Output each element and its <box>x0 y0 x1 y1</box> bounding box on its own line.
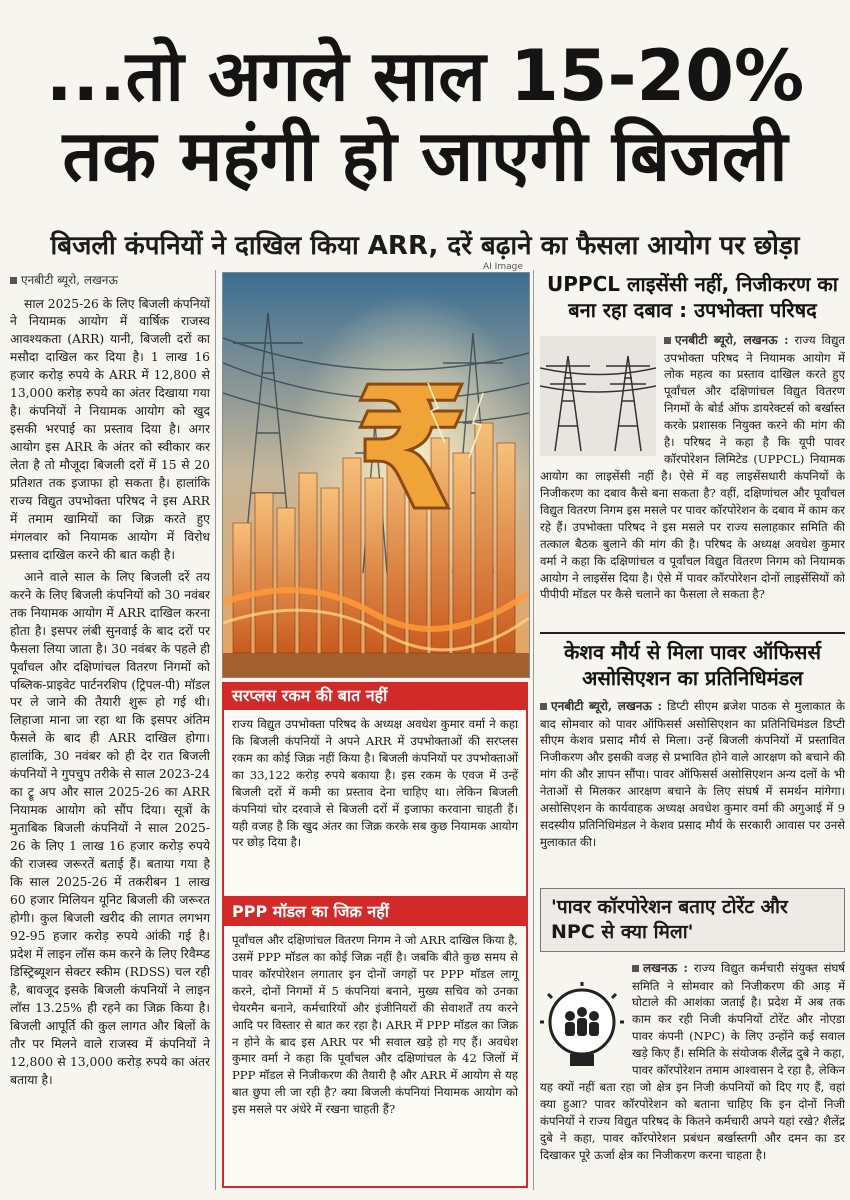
headline <box>0 35 850 197</box>
box-surplus-body: राज्य विद्युत उपभोक्ता परिषद के अध्यक्ष अवधेश कुमार वर्मा ने कहा कि बिजली कंपनियों ने अपने ARR में उपभोक्ताओं की सरप्लस रकम का कोई जिक्र नहीं किया है। बिजली कंपनियों पर उपभोक्ताओं का 33,122 करोड़ रुपये बकाया है। इस रकम के एवज में उन्हें बिजली दरों में कमी का प्रस्ताव देना चाहिए था। लेकिन बिजली कंपनियां चोर दरवाजे से बिजली दरों में इजाफा करवाना चाहती हैं। यही वजह है कि खुद अंतर का जिक्र करके सब कुछ नियामक आयोग पर छोड़ दिया है। <box>222 710 528 898</box>
bulb-people-icon <box>540 982 624 1072</box>
box-ppp-body: पूर्वांचल और दक्षिणांचल वितरण निगम ने जो ARR दाखिल किया है, उसमें PPP मॉडल का कोई जिक्र नहीं है। जबकि बीते कुछ समय से पावर कॉरपोरेशन लगातार इन दोनों जगहों पर PPP मॉडल लागू करने, दोनों निगमों में 5 कंपनियां बनाने, मुख्य सचिव को उनका चेयरमैन बनाने, कर्मचारियों और इंजीनियरों की सेवाशर्तें तय करने आदि पर विस्तार से बात कर रहा है। ARR में PPP मॉडल का जिक्र न होने के बाद इस ARR पर भी सवाल खड़े हो गए हैं। अवधेश कुमार वर्मा ने कहा कि पूर्वांचल और दक्षिणांचल के 42 जिलों में PPP मॉडल से निजीकरण की तैयारी है और ARR में आयोग से यह बात छुपा ली जा रही है? क्या बिजली कंपनियां नियामक आयोग को इस मसले पर अंधेरे में रखना चाहती हैं? <box>222 926 528 1188</box>
box-surplus-title: सरप्लस रकम की बात नहीं <box>222 682 528 710</box>
headline-line-2: तक महंगी हो जाएगी बिजली <box>62 114 788 197</box>
story2-byline: एनबीटी ब्यूरो, लखनऊ : <box>664 333 789 347</box>
bullet-square-icon <box>10 277 17 284</box>
story4-byline: लखनऊ : <box>632 961 688 975</box>
headline-line-1: ...तो अगले साल 15-20% <box>45 35 805 117</box>
main-story <box>10 272 210 1187</box>
story3-body: एनबीटी ब्यूरो, लखनऊ : डिप्टी सीएम ब्रजेश पाठक से मुलाकात के बाद सोमवार को पावर ऑफिसर्स असोसिएशन का प्रतिनिधिमंडल डिप्टी सीएम केशव प्रसाद मौर्य से मिला। उन्हें बिजली कंपनियों में प्रस्तावित निजीकरण और इसकी वजह से प्रभावित होने वाले आरक्षण को बचाने की मांग की और ज्ञापन सौंपा। पावर ऑफिसर्स असोसिएशन अन्य दलों के भी नेताओं से मिलकर आरक्षण बचाने के लिए संघर्ष में समर्थन मांगेगा। असोसिएशन के कार्यवाहक अध्यक्ष अवधेश कुमार वर्मा की अगुआई में 9 सदस्यीय प्रतिनिधिमंडल ने केशव प्रसाद मौर्य के सरकारी आवास पर उनसे मुलाकात की। <box>540 699 845 849</box>
ai-image-label: AI Image <box>483 262 523 272</box>
subheadline: बिजली कंपनियों ने दाखिल किया ARR, दरें बढ़ाने का फैसला आयोग पर छोड़ा <box>50 231 800 261</box>
story4-headline-box <box>540 888 845 952</box>
bullet-square-icon <box>632 965 639 972</box>
bullet-square-icon <box>540 703 547 710</box>
column-divider-left <box>215 270 216 1190</box>
story3-byline: एनबीटी ब्यूरो, लखनऊ : <box>540 699 662 713</box>
story3-headline: केशव मौर्य से मिला पावर ऑफिसर्स असोसिएशन का प्रतिनिधिमंडल <box>564 640 821 690</box>
main-story-byline: एनबीटी ब्यूरो, लखनऊ <box>10 272 210 290</box>
svg-text:₹: ₹ <box>351 351 471 549</box>
story2-body: एनबीटी ब्यूरो, लखनऊ : राज्य विद्युत उपभोक्ता परिषद ने नियामक आयोग में लोक महत्व का प्रस्ताव दाखिल करते हुए पूर्वांचल और दक्षिणांचल विद्युत वितरण निगमों के बोर्ड ऑफ डायरेक्टर्स को बर्खास्त करके प्रशासक नियुक्त करने की मांग की है। परिषद ने कहा है कि यूपी पावर कॉरपोरेशन लिमिटेड (UPPCL) नियामक आयोग का लाइसेंसी नहीं है। ऐसे में वह लाइसेंसधारी कंपनियों के निजीकरण का दबाव कैसे बना सकता है? वहीं, दक्षिणांचल और पूर्वांचल विद्युत वितरण निगम इस मसले पर पावर कॉरपोरेशन के दबाव में काम कर रहे हैं। उपभोक्ता परिषद ने इस मसले पर राज्य सलाहकार समिति की तत्काल बैठक बुलाने की मांग की है। परिषद के अध्यक्ष अवधेश कुमार वर्मा ने कहा कि दक्षिणांचल व पूर्वांचल विद्युत वितरण निगम को नियामक आयोग ने लाइसेंस दिया है। ऐसे में पावर कॉरपोरेशन दोनों लाइसेंसियों को पीपीपी मॉडल पर कैसे चलाने का फैसला ले सकता है? <box>540 333 845 602</box>
main-story-paragraph-1: साल 2025-26 के लिए बिजली कंपनियों ने नियामक आयोग में वार्षिक राजस्व आवश्यकता (ARR) यानी, बिजली दरों का मसौदा दाखिल कर दिया है। 1 लाख 16 हजार करोड़ रुपये के ARR में 12,800 से 13,000 करोड़ रुपये का अंतर दिखाया गया है। कंपनियों ने नियामक आयोग को खुद इसकी भरपाई का प्रस्ताव दिया है। अगर आयोग इस ARR के अंतर को स्वीकार कर लेता है तो मौजूदा बिजली दरों में 15 से 20 प्रतिशत तक इजाफा हो सकता है। हालांकि राज्य विद्युत उपभोक्ता परिषद ने इस ARR में तमाम खामियों का जिक्र करते हुए मंगलवार को नियामक आयोग में विरोध प्रस्ताव दाखिल करने की बात कही है। <box>10 296 210 562</box>
hero-illustration <box>222 272 530 678</box>
story4-headline: 'पावर कॉरपोरेशन बताए टोरेंट और NPC से क्या मिला' <box>551 896 788 943</box>
rupee-power-tower-icon <box>223 273 529 677</box>
column-divider-right <box>533 270 534 1190</box>
bullet-square-icon <box>664 337 671 344</box>
section-rule-1 <box>540 632 845 634</box>
box-ppp-title: PPP मॉडल का जिक्र नहीं <box>222 898 528 926</box>
main-story-paragraph-2: आने वाले साल के लिए बिजली दरें तय करने के लिए बिजली कंपनियों को 30 नवंबर तक नियामक आयोग में ARR दाखिल करना होता है। इसपर लंबी सुनवाई के बाद दरों पर फैसला लिया जाता है। 30 नवंबर के पहले ही पूर्वांचल और दक्षिणांचल वितरण निगमों को पब्लिक-प्राइवेट पार्टनरशिप (ट्रिपल-पी) मॉडल पर ले जाने की तैयारी शुरू हो गई थी। लिहाजा माना जा रहा था कि इसपर अंतिम फैसले के बाद ही ARR दाखिल होगा। हालांकि, 30 नवंबर को ही देर रात बिजली कंपनियों ने गुपचुप तरीके से साल 2023-24 का ट्रू अप और साल 2025-26 का ARR नियामक आयोग को सौंप दिया। सूत्रों के मुताबिक बिजली कंपनियों ने साल 2025-26 के लिए 1 लाख 16 हजार करोड़ रुपये की राजस्व जरूरतें बताई हैं। बताया गया है कि साल 2025-26 में तकरीबन 1 लाख 60 हजार मिलियन यूनिट बिजली की जरूरत होगी। कुल बिजली खरीद की लागत लगभग 92-95 हजार करोड़ रुपये आंकी गई है। प्रदेश में लाइन लॉस कम करने के लिए रिवैम्प्ड डिस्ट्रिब्यूशन सेक्टर स्कीम (RDSS) चल रही है, बावजूद इसके बिजली कंपनियों ने लाइन लॉस 13.25% ही रहने का जिक्र किया है। बिजली आपूर्ति की कुल लागत और बिलों के तौर पर मिलने वाले राजस्व में कंपनियों ने 12,800 से 13,000 करोड़ रुपये का अंतर बताया है। <box>10 569 210 1087</box>
story4-body: लखनऊ : राज्य विद्युत कर्मचारी संयुक्त संघर्ष समिति ने सोमवार को निजीकरण की आड़ में घोटाले की आशंका जताई है। प्रदेश में अब तक काम कर रही निजी कंपनियों टोरेंट और नोएडा पावर कंपनी (NPC) के लिए उन्होंने कई सवाल खड़े किए हैं। समिति के संयोजक शैलेंद्र दुबे ने कहा, पावर कॉरपोरेशन तमाम आश्वासन दे रहा है, लेकिन यह क्यों नहीं बता रहा जो क्षेत्र इन निजी कंपनियों को दिए गए हैं, वहां क्या हुआ? पावर कॉरपोरेशन को बताना चाहिए कि इन दोनों निजी कंपनियों ने राज्य विद्युत परिषद के कितने कर्मचारी अपने यहां रखे? शैलेंद्र दुबे ने कहा, पावर कॉरपोरेशन प्रबंधन बर्खास्तगी और दमन का डर दिखाकर पूरे ऊर्जा क्षेत्र का निजीकरण करना चाहता है। <box>540 961 845 1162</box>
power-tower-icon <box>540 336 656 456</box>
story2-headline: UPPCL लाइसेंसी नहीं, निजीकरण का बना रहा दबाव : उपभोक्ता परिषद <box>547 272 838 322</box>
